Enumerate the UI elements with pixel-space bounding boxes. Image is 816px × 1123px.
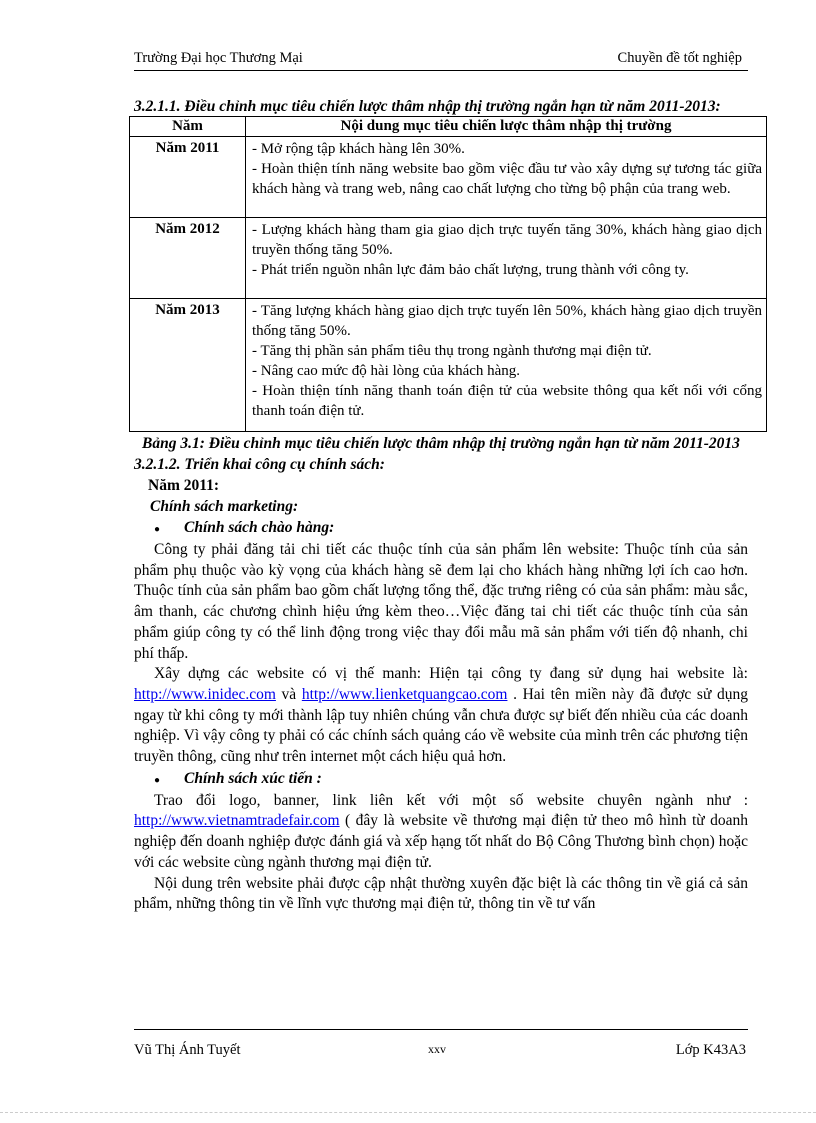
text-span: Xây dựng các website có vị thế manh: Hiện tại công ty đang sử dụng hai website là: — [154, 665, 748, 683]
year-cell: Năm 2013 — [130, 299, 246, 432]
table-row — [130, 299, 767, 432]
year-label: Năm 2011: — [148, 477, 220, 494]
year-cell: Năm 2011 — [130, 137, 246, 218]
page-break-divider — [0, 1112, 816, 1113]
text-span: Trao đổi logo, banner, link liên kết với một số website chuyên ngành như : — [154, 791, 748, 809]
text-span: ( đây là website về thương mại điện tử theo mô hình từ doanh nghiệp đến doanh nghiệp được đánh giá và xếp hạng tốt nhất do Bộ Công Thương bình chọn) hoặc với các website cùng ngành thương mại điện tử. — [134, 812, 748, 871]
page-header — [134, 46, 748, 71]
bullet-offer-policy — [134, 517, 748, 540]
col-header-year: Năm — [130, 117, 246, 137]
paragraph-product-attributes: Công ty phải đăng tải chi tiết các thuộc tính của sản phẩm lên website: Thuộc tính của sản phẩm phụ thuộc vào kỳ vọng của khách hàng sẽ đem lại cho khách hàng những lợi ích cao hơn. Thuộc tính của sản phẩm bao gồm chất lượng tổng thể, đặc trưng riêng có của sản phẩm: màu sắc, âm thanh, các chương chình hiệu ứng kèm theo…Việc đăng tai chi tiết các thuộc tính của sản phẩm giúp công ty có thể linh động trong việc thay đổi mẫu mã sản phẩm với tiến độ nhanh, chi phí thấp. — [134, 541, 748, 662]
content-line: - Hoàn thiện tính năng thanh toán điện tử của website thông qua kết nối với cổng thanh toán điện tử. — [252, 383, 762, 419]
footer-class: Lớp K43A3 — [675, 1042, 746, 1058]
paragraph-content-updates: Nội dung trên website phải được cập nhật thường xuyên đặc biệt là các thông tin về giá cả sản phẩm, những thông tin về lĩnh vực thương mại điện tử, thông tin về tư vấn — [134, 874, 748, 913]
header-school: Trường Đại học Thương Mại — [134, 50, 303, 66]
page-footer — [134, 1029, 748, 1066]
table-caption: Bảng 3.1: Điều chỉnh mục tiêu chiến lược thâm nhập thị trường ngắn hạn từ năm 2011-2013 — [142, 435, 740, 452]
goals-table — [129, 116, 767, 432]
content-line: - Mở rộng tập khách hàng lên 30%. — [252, 141, 465, 157]
page-content — [134, 97, 762, 915]
link-inidec[interactable]: http://www.inidec.com — [134, 685, 276, 703]
bullet-label: Chính sách chào hàng: — [184, 519, 335, 536]
footer-page-number: xxv — [428, 1042, 446, 1056]
policy-heading: Chính sách marketing: — [150, 498, 299, 515]
link-vietnamtradefair[interactable]: http://www.vietnamtradefair.com — [134, 812, 340, 830]
content-line: - Phát triển nguồn nhân lực đảm bảo chất lượng, trung thành với công ty. — [252, 262, 689, 278]
content-cell — [246, 137, 767, 218]
table-header-row — [130, 117, 767, 137]
bullet-dot-icon: ● — [154, 524, 161, 535]
link-lienketquangcao[interactable]: http://www.lienketquangcao.com — [301, 685, 508, 703]
footer-author: Vũ Thị Ánh Tuyết — [134, 1042, 241, 1058]
content-cell — [246, 299, 767, 432]
bullet-dot-icon: ● — [154, 774, 161, 786]
bullet-promotion-policy — [134, 768, 748, 791]
subsection-title: 3.2.1.2. Triển khai công cụ chính sách: — [134, 456, 385, 473]
bullet-label: Chính sách xúc tiến : — [184, 769, 322, 787]
col-header-content: Nội dung mục tiêu chiến lược thâm nhập thị trường — [246, 117, 767, 137]
header-doc-type: Chuyền đề tốt nghiệp — [617, 50, 742, 66]
content-line: - Hoàn thiện tính năng website bao gồm việc đầu tư vào xây dựng sự tương tác giữa khách hàng và trang web, nâng cao chất lượng cho từng bộ phận của trang web. — [252, 161, 762, 197]
year-cell: Năm 2012 — [130, 218, 246, 299]
paragraph-websites — [134, 664, 748, 768]
table-row — [130, 218, 767, 299]
table-row — [130, 137, 767, 218]
content-line: - Nâng cao mức độ hài lòng của khách hàng. — [252, 363, 521, 379]
content-line: - Tăng lượng khách hàng giao dịch trực tuyến lên 50%, khách hàng giao dịch truyền thống tăng 50%. — [252, 303, 762, 339]
text-span: . Hai tên miền này đã được sử dụng ngay từ khi công ty mới thành lập tuy nhiên chúng vẫn chưa được sự biết đến nhiều của các doanh nghiệp. Vì vậy công ty phải có các chính sách quảng cáo về website của mình trên các phương tiện truyền thông, cũng như trên internet một cách hiệu quả hơn. — [134, 685, 748, 766]
section-title: 3.2.1.1. Điều chỉnh mục tiêu chiến lược thâm nhập thị trường ngắn hạn từ năm 2011-2013: — [134, 98, 721, 115]
content-line: - Lượng khách hàng tham gia giao dịch trực tuyến tăng 30%, khách hàng giao dịch truyền thống tăng 50%. — [252, 222, 762, 258]
paragraph-link-exchange — [134, 791, 748, 874]
content-line: - Tăng thị phần sản phẩm tiêu thụ trong ngành thương mại điện tử. — [252, 343, 652, 359]
text-span: và — [275, 685, 302, 703]
content-cell — [246, 218, 767, 299]
